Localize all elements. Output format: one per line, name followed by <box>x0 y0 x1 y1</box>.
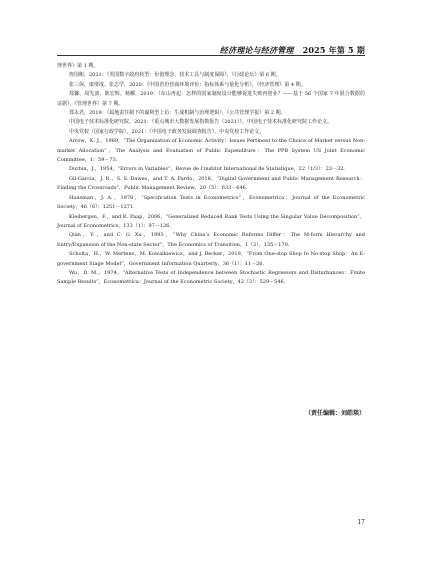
reference-item: 詹国彬，2021：《英国数字政府转型：价值理念、技术工具与制度保障》，《行政论坛》第 6 期。 <box>69 72 281 79</box>
reference-item: Qian，Y.，and C. G. Xu，1993，“Why China’s Economic Reforms Differ：The M-form Hierarchy and Entry/Expansion of the Non-state Sector”，The Economics of Transition，1（2），135－170. <box>57 232 365 248</box>
reference-item: 郑永君，2019：《属地责任制下的谋利型上访：生成机制与治理逻辑》，《公共管理学报》第 2 期。 <box>69 110 286 117</box>
header-rule <box>57 55 365 56</box>
journal-name: 经济理论与经济管理 <box>219 45 294 55</box>
reference-item: Gil-Garcia，J. R.，S. S. Dawes，and T. A. Pardo，2018，“Digital Government and Public Management Research：Finding the Crossroads”，Public Management Review，20（5）：633－646. <box>57 175 365 192</box>
reference-item: 张三保、康璧成、张志学，2020：《中国省份营商环境评价：指标体系与量化分析》，《经济管理》第 4 期。 <box>69 81 306 88</box>
reference-item: 郑馨、周先波、陈宏辉、杨椰，2019：《东山再起：怎样的国家制度设计能够促进失败再创业？——基于 56 个国家 7 年混合数据的证据》，《管理世界》第 7 期。 <box>57 91 365 107</box>
reference-item: Scholta，H.，W. Mertens，M. Kowalkiewicz，and J. Becker，2019，“From One-stop Shop to No-stop Shop：An E-government Stage Model”，Government Information Quarterly，36（1）：11－26. <box>57 251 365 267</box>
reference-item: 中央党校（国家行政学院），2021：《中国电子政务发展调查报告》，中央党校工作论文。 <box>69 128 265 135</box>
reference-item: Hausman，J. A.，1978，“Specification Tests in Econometrics”，Econometrica：Journal of the Econometric Society，46（6）：1251－1271. <box>57 194 365 211</box>
reference-item: 理世界》第 1 期。 <box>57 63 99 69</box>
reference-item: 中国电子技术标准化研究院，2021：《重点城市大数据发展指数报告（2021）》，中国电子技术标准化研究院工作论文。 <box>69 119 332 126</box>
issue-label: 2025 年第 5 期 <box>302 45 365 55</box>
page-number: 17 <box>357 519 365 526</box>
reference-item: Arrow，K. J.，1969，“The Organization of Economic Activity：Issues Pertinent to the Choice of Market versus Non-market Allocation”，The Analysis and Evaluation of Public Expenditure：The PPB System US Joint Economic Committee，1：59－73. <box>57 138 365 164</box>
responsible-editor: （责任编辑：刘皓琰） <box>304 410 365 417</box>
reference-item: Durbin，J.，1954，“Errors in Variables”，Revue de l’institut International de Statistique，22（1/3）：23－32. <box>69 166 345 173</box>
reference-item: Kleibergen，F.，and R. Paap，2006，“Generalized Reduced Rank Tests Using the Singular Value Decomposition”，Journal of Econometrics，133（1）：97－126. <box>57 213 365 229</box>
reference-list <box>57 62 365 288</box>
reference-item: Wu，D. M.，1974，“Alternative Tests of Independence between Stochastic Regressors and Disturbances：Finite Sample Results”，Econometrica：Journal of the Econometric Society，42（3）：529－546. <box>57 269 365 286</box>
